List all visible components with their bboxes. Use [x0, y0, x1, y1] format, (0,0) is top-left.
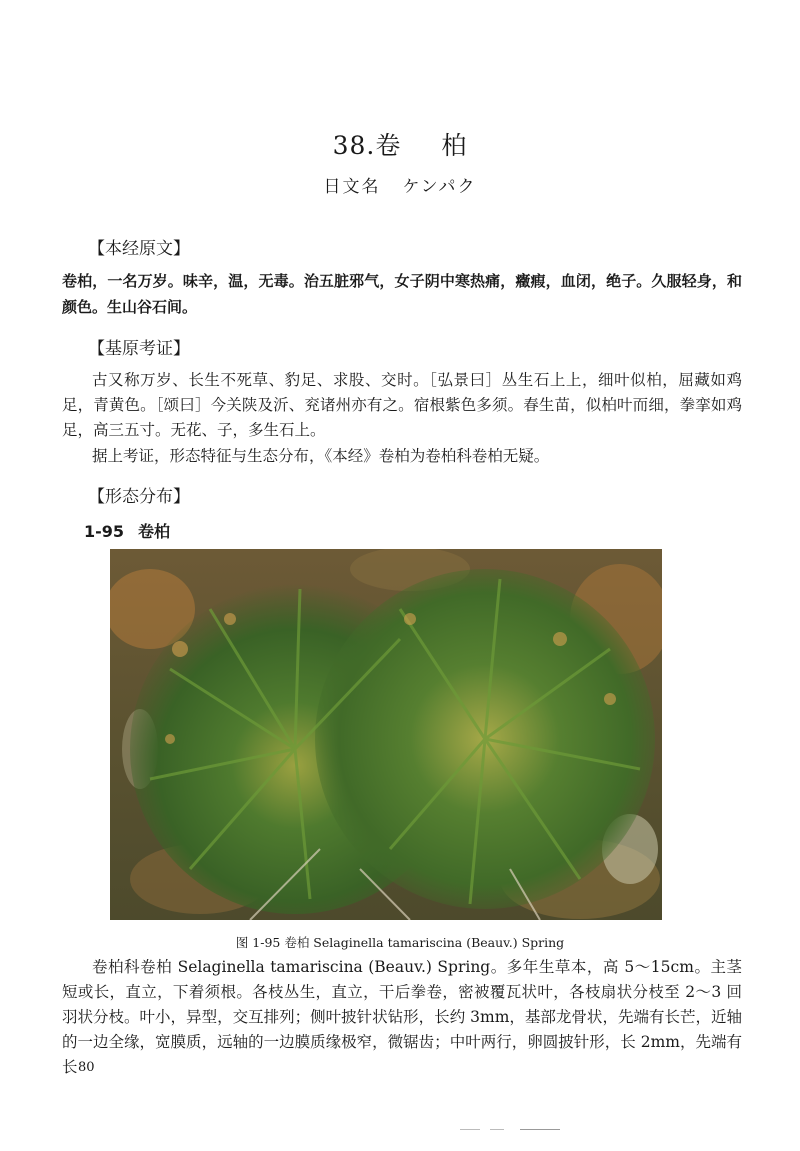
- original-text: 卷柏，一名万岁。味辛，温，无毒。治五脏邪气，女子阴中寒热痛，癥瘕，血闭，绝子。久服轻身，和颜色。生山谷石间。: [62, 272, 742, 316]
- page-number: 80: [78, 1060, 95, 1075]
- figure-label-number: 1-95: [84, 522, 125, 541]
- section-heading-research: 【基原考证】: [88, 339, 190, 359]
- chapter-title: [0, 126, 800, 162]
- chapter-title-char-1: 卷: [375, 131, 402, 160]
- description-paragraph: 卷柏科卷柏 Selaginella tamariscina (Beauv.) Spring。多年生草本，高 5～15cm。主茎短或长，直立，下着须根。各枝丛生，直立，干后拳卷，密被覆瓦状叶，各枝扇状分枝至 2～3 回羽状分枝。叶小，异型，交互排列；侧叶披针状钻形，长约 3mm，基部龙骨状，先端有长芒，近轴的一边全缘，宽膜质，远轴的一边膜质缘极窄，微锯齿；中叶两行，卵圆披针形，长 2mm，先端有长: [62, 958, 742, 1076]
- chapter-title-char-2: 柏: [441, 131, 468, 160]
- section-heading-original: 【本经原文】: [88, 239, 190, 259]
- japanese-name: [0, 172, 800, 197]
- section-heading-morphology: 【形态分布】: [88, 487, 190, 507]
- scan-artifact: [460, 1128, 570, 1131]
- chapter-number: 38.: [332, 131, 376, 160]
- japanese-name-value: ケンパク: [402, 177, 477, 197]
- figure-label-name: 卷柏: [138, 522, 171, 541]
- plant-photo: [110, 549, 662, 920]
- research-paragraph-1: 古又称万岁、长生不死草、豹足、求股、交时。［弘景曰］丛生石上上，细叶似柏，屈藏如鸡足，青黄色。［颂曰］今关陕及沂、兖诸州亦有之。宿根紫色多须。春生苗，似柏叶而细，拳挛如鸡足，高三五寸。无花、子，多生石上。: [62, 371, 742, 439]
- research-paragraph-2: 据上考证，形态特征与生态分布，《本经》卷柏为卷柏科卷柏无疑。: [92, 447, 550, 465]
- japanese-name-label: 日文名: [323, 177, 381, 197]
- figure-label: [84, 519, 170, 542]
- figure-caption: 图 1-95 卷柏 Selaginella tamariscina (Beauv.) Spring: [235, 935, 565, 950]
